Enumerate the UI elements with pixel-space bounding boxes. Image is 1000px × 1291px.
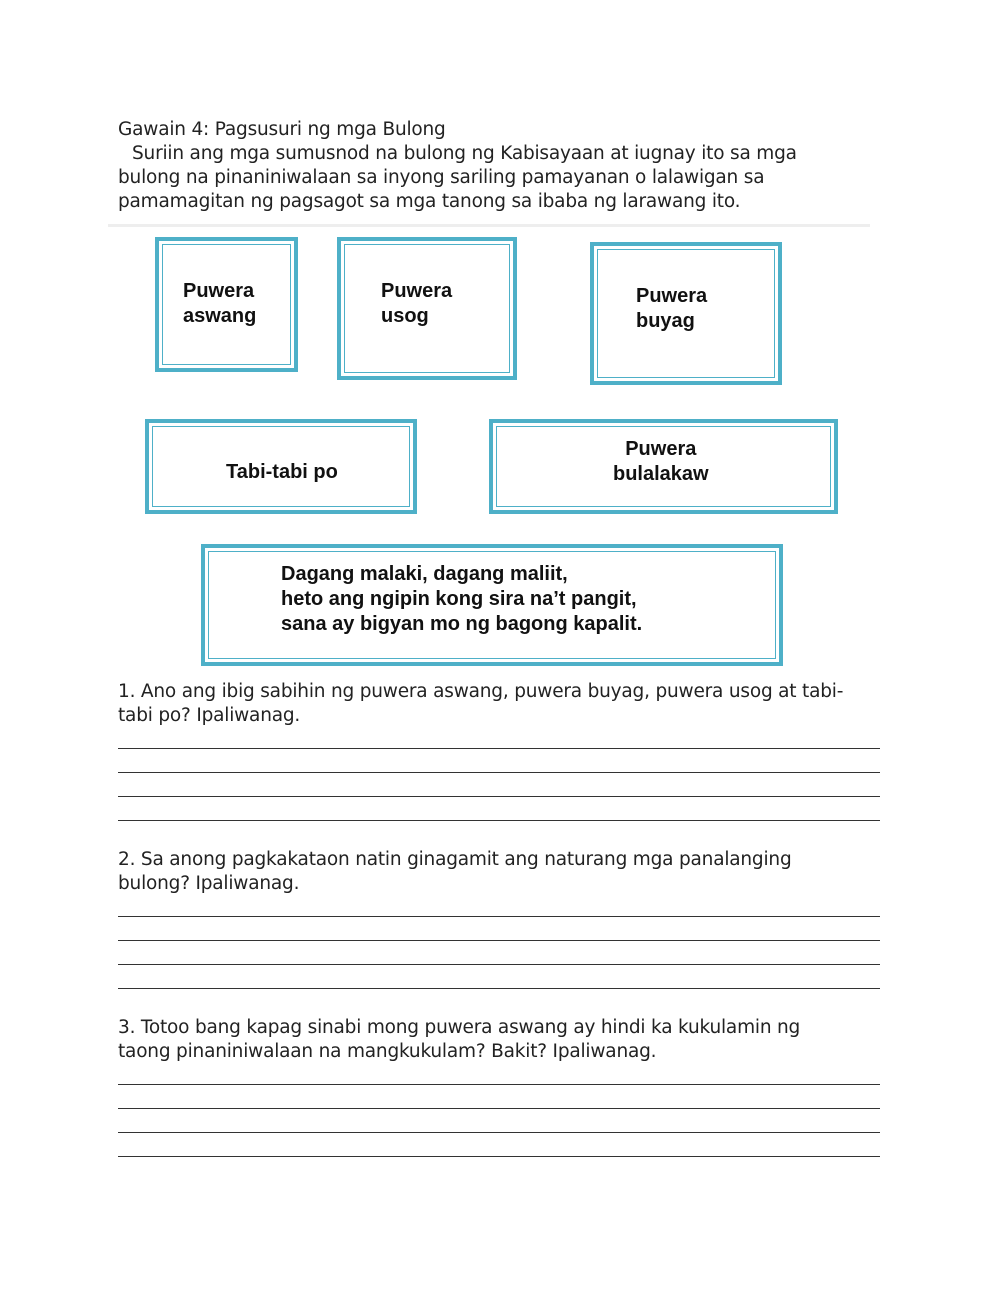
box-puwera-usog	[337, 237, 517, 380]
answer-line[interactable]	[118, 1132, 880, 1133]
box-tabi-tabi-po	[145, 419, 417, 514]
answer-line[interactable]	[118, 964, 880, 965]
box-text: Puwera bulalakaw	[613, 438, 709, 485]
answer-line[interactable]	[118, 1084, 880, 1085]
question-2: 2. Sa anong pagkakataon natin ginagamit ang naturang mga panalanging bulong? Ipaliwanag.	[118, 849, 792, 894]
box-puwera-bulalakaw	[489, 419, 838, 514]
box-text: Puwera aswang	[183, 280, 257, 327]
box-text: Dagang malaki, dagang maliit, heto ang ngipin kong sira na’t pangit, sana ay bigyan mo ng bagong kapalit.	[281, 563, 643, 635]
question-3: 3. Totoo bang kapag sinabi mong puwera aswang ay hindi ka kukulamin ng taong pinaniniwalaan na mangkukulam? Bakit? Ipaliwanag.	[118, 1017, 801, 1062]
activity-title: Gawain 4: Pagsusuri ng mga Bulong	[118, 119, 446, 140]
box-text: Puwera usog	[381, 280, 453, 327]
box-text: Puwera buyag	[636, 285, 708, 332]
answer-line[interactable]	[118, 988, 880, 989]
box-puwera-aswang	[155, 237, 298, 372]
question-1: 1. Ano ang ibig sabihin ng puwera aswang, puwera buyag, puwera usog at tabi-tabi po? Ipaliwanag.	[118, 681, 844, 726]
activity-instructions: Suriin ang mga sumusnod na bulong ng Kabisayaan at iugnay ito sa mga bulong na pinaniniwalaan sa inyong sariling pamayanan o lalawigan sa pamamagitan ng pagsagot sa mga tanong sa ibaba ng larawang ito.	[118, 143, 797, 212]
box-text: Tabi-tabi po	[226, 461, 338, 483]
answer-line[interactable]	[118, 1156, 880, 1157]
figure-top-divider	[108, 224, 870, 227]
answer-line[interactable]	[118, 940, 880, 941]
box-puwera-buyag	[590, 242, 782, 385]
box-dagang-malaki	[201, 544, 783, 666]
answer-line[interactable]	[118, 1108, 880, 1109]
answer-line[interactable]	[118, 820, 880, 821]
answer-line[interactable]	[118, 772, 880, 773]
answer-line[interactable]	[118, 748, 880, 749]
answer-line[interactable]	[118, 796, 880, 797]
answer-line[interactable]	[118, 916, 880, 917]
